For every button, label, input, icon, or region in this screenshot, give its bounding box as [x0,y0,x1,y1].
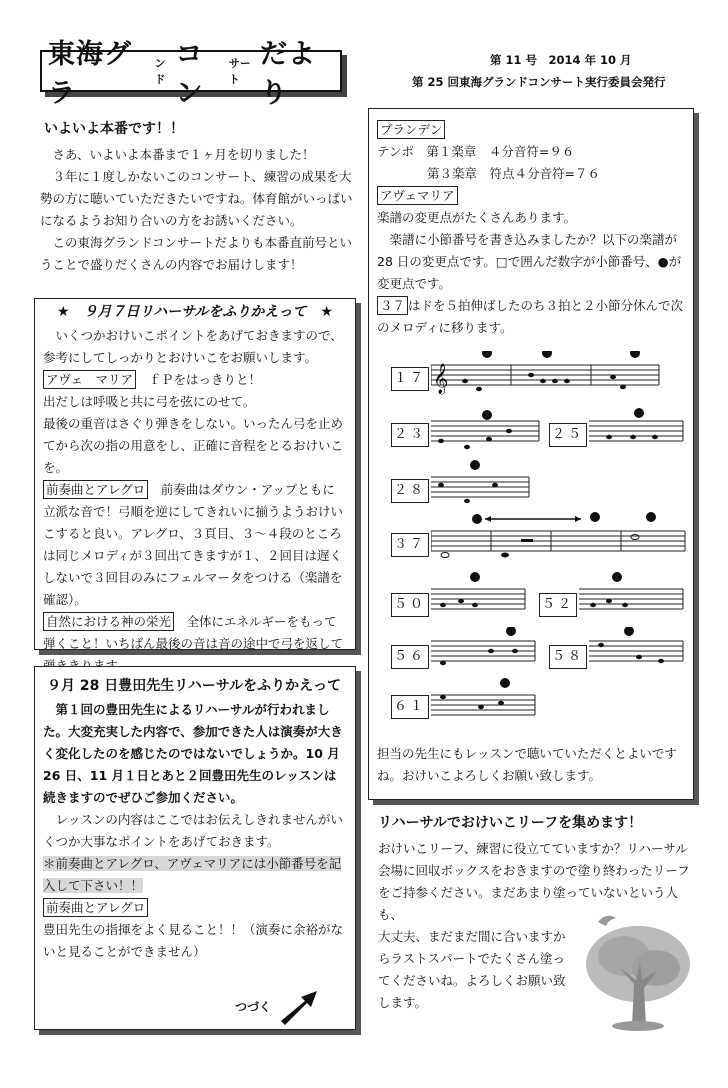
title-small1: ンド [154,57,166,86]
intro-p1: さあ、いよいよ本番まで１ヶ月を切りました！ [52,147,315,162]
label-ave-maria-2: アヴェマリア [377,186,458,205]
tempo-2: 第３楽章 符点４分音符=７６ [377,166,600,181]
intro-p3: この東海グランドコンサートだよりも本番直前号ということで盛りだくさんの内容でお届けします！ [40,235,353,272]
label-prelude-allegro: 前奏曲とアレグロ [43,480,148,499]
m37-note: はドを５拍伸ばしたのち３拍と２小節分休んで次のメロディに移ります。 [377,298,684,335]
nature-note: 全体にエネルギーをもって弾くこと！いちばん最後の音は音の途中で弓を返して [43,614,344,651]
measure-number: ２８ [391,479,429,503]
measure-number: ３７ [391,533,429,557]
label-prelude-allegro-2: 前奏曲とアレグロ [43,898,148,917]
tempo-1: テンポ 第１楽章 ４分音符=９６ [377,144,575,159]
measure-number-note: ＊前奏曲とアレグロ、アヴェマリアには小節番号を記入して下さい！！ [43,856,342,893]
label-ave-maria: アヴェ マリア [43,370,136,389]
staff-28 [431,459,531,511]
box1-heading: ★ ９月７日リハーサルをふりかえって ★ [57,304,333,320]
score-excerpts [369,359,695,739]
measure-number: ６１ [391,695,429,719]
continued-indicator [235,987,323,1027]
leaf-text2-line: てくださいね。よろしくお願い致 [378,973,566,988]
title-part2: コン [175,39,204,109]
masthead-title [40,39,342,109]
continued-text: つづく [235,1000,272,1014]
score-changes-box [368,108,694,800]
box2-label-line [43,897,347,919]
measure-number: １７ [391,367,429,391]
measure-number: ５２ [539,593,577,617]
staff-52 [579,571,685,623]
box3-label1-line [377,119,685,141]
measure-number: ５８ [549,645,587,669]
box2-bold-text: 第１回の豊田先生によるリハーサルが行われました。大変充実した内容で、参加できた人は演奏が大きく変化したのを感じたのではないでしょうか。10 月 26 日、11 月１日とあと２回豊田先生のレッスンは続きますのでぜひご参加ください。 [43,702,343,805]
staff-23 [431,407,541,455]
box3-line2: 楽譜に小節番号を書き込みましたか？以下の楽譜が 28 日の変更点です。□で囲んだ数字が小節番号、●が変更点です。 [377,232,682,291]
label-nature-glory: 自然における神の栄光 [43,612,174,631]
ave-maria-note: ｆＰをはっきりと！ [136,372,262,387]
leaf-heading: リハーサルでおけいこリーフを集めます！ [378,815,643,831]
measure-number: ２３ [391,423,429,447]
staff-58 [589,627,685,679]
intro-p2: ３年に１度しかないこのコンサート、練習の成果を大勢の方に聴いていただきたいですね。体育館がいっぱいになるようお知り合いの方をお誘いください。 [40,169,353,228]
box2-heading: ９月 28 日豊田先生リハーサルをふりかえって [47,678,342,694]
leaf-text2-line: らラストスパートでたくさん塗っ [378,951,566,966]
title-small2: サート [228,57,251,86]
box1-line2: 最後の重音はさぐり弾きをしない。いったん弓を止めてから次の指の用意をし、正確に音程をとるおけいこを。 [43,416,344,475]
intro-section [40,118,358,276]
box3-line1: 楽譜の変更点がたくさんあります。 [377,210,577,225]
staff-17 [431,351,661,399]
staff-37 [431,509,687,565]
box2-note [43,853,347,897]
leaf-text2-line: 大丈夫、まだまだ間に合いますか [378,929,566,944]
box2-p2: レッスンの内容はここではお伝えしきれませんがいくつか大事なポイントをあげておきます。 [43,812,343,849]
staff-50 [431,571,527,623]
box1-ave-line [43,369,347,391]
title-part1: 東海グラ [48,39,132,109]
rehearsal-sep28-box [34,666,356,1030]
staff-61 [431,677,537,733]
box2-p3: 豊田先生の指揮をよく見ること！！（演奏に余裕がないと見ることができません） [43,922,344,959]
measure-number: ２５ [549,423,587,447]
intro-heading: いよいよ本番です！！ [44,121,184,137]
box3-label2-line [377,185,685,207]
label-m37: ３７ [377,296,408,315]
prelude-note: 前奏曲はダウン・アップともに立派な音で！弓順を逆にしてきれいに揃うようおけいこすると良い。アレグロ、３頁目、３～４段のところは同じメロディが３回出てきますが１、２回目は遅くしないで３回目のみにフェルマータをつける（楽譜を確認）。 [43,482,344,607]
label-brandenburg: ブランデン [377,120,445,139]
title-part3: だより [260,39,317,109]
measure-number: ５０ [391,593,429,617]
box3-line3-para [377,295,685,339]
tree-icon [568,908,698,1032]
publisher: 第 25 回東海グランドコンサート実行委員会発行 [412,75,666,89]
leaf-text2-line: します。 [378,995,428,1010]
staff-56 [431,627,537,679]
staff-25 [589,407,685,455]
box1-line1: 出だしは呼吸と共に弓を弦にのせて。 [43,394,256,409]
leaf-text: おけいこリーフ、練習に役立てていますか？リハーサル会場に回収ボックスをおきますので塗り終わったリーフをご持参ください。まだあまり塗っていないという人も、 [378,841,690,922]
box3-footer: 担当の先生にもレッスンで聴いていただくとよいですね。おけいこよろしくお願い致します。 [377,746,677,783]
box1-prelude-para [43,479,347,611]
rehearsal-sep7-box [34,298,356,650]
svg-text:𝄞: 𝄞 [433,364,449,394]
measure-number: ５６ [391,645,429,669]
issue-number: 第 11 号 2014 年 10 月 [490,53,632,67]
arrow-icon [275,987,323,1027]
box1-intro: いくつかおけいこポイントをあげておきますので、参考にしてしっかりとおけいこをお願いします。 [43,328,343,365]
